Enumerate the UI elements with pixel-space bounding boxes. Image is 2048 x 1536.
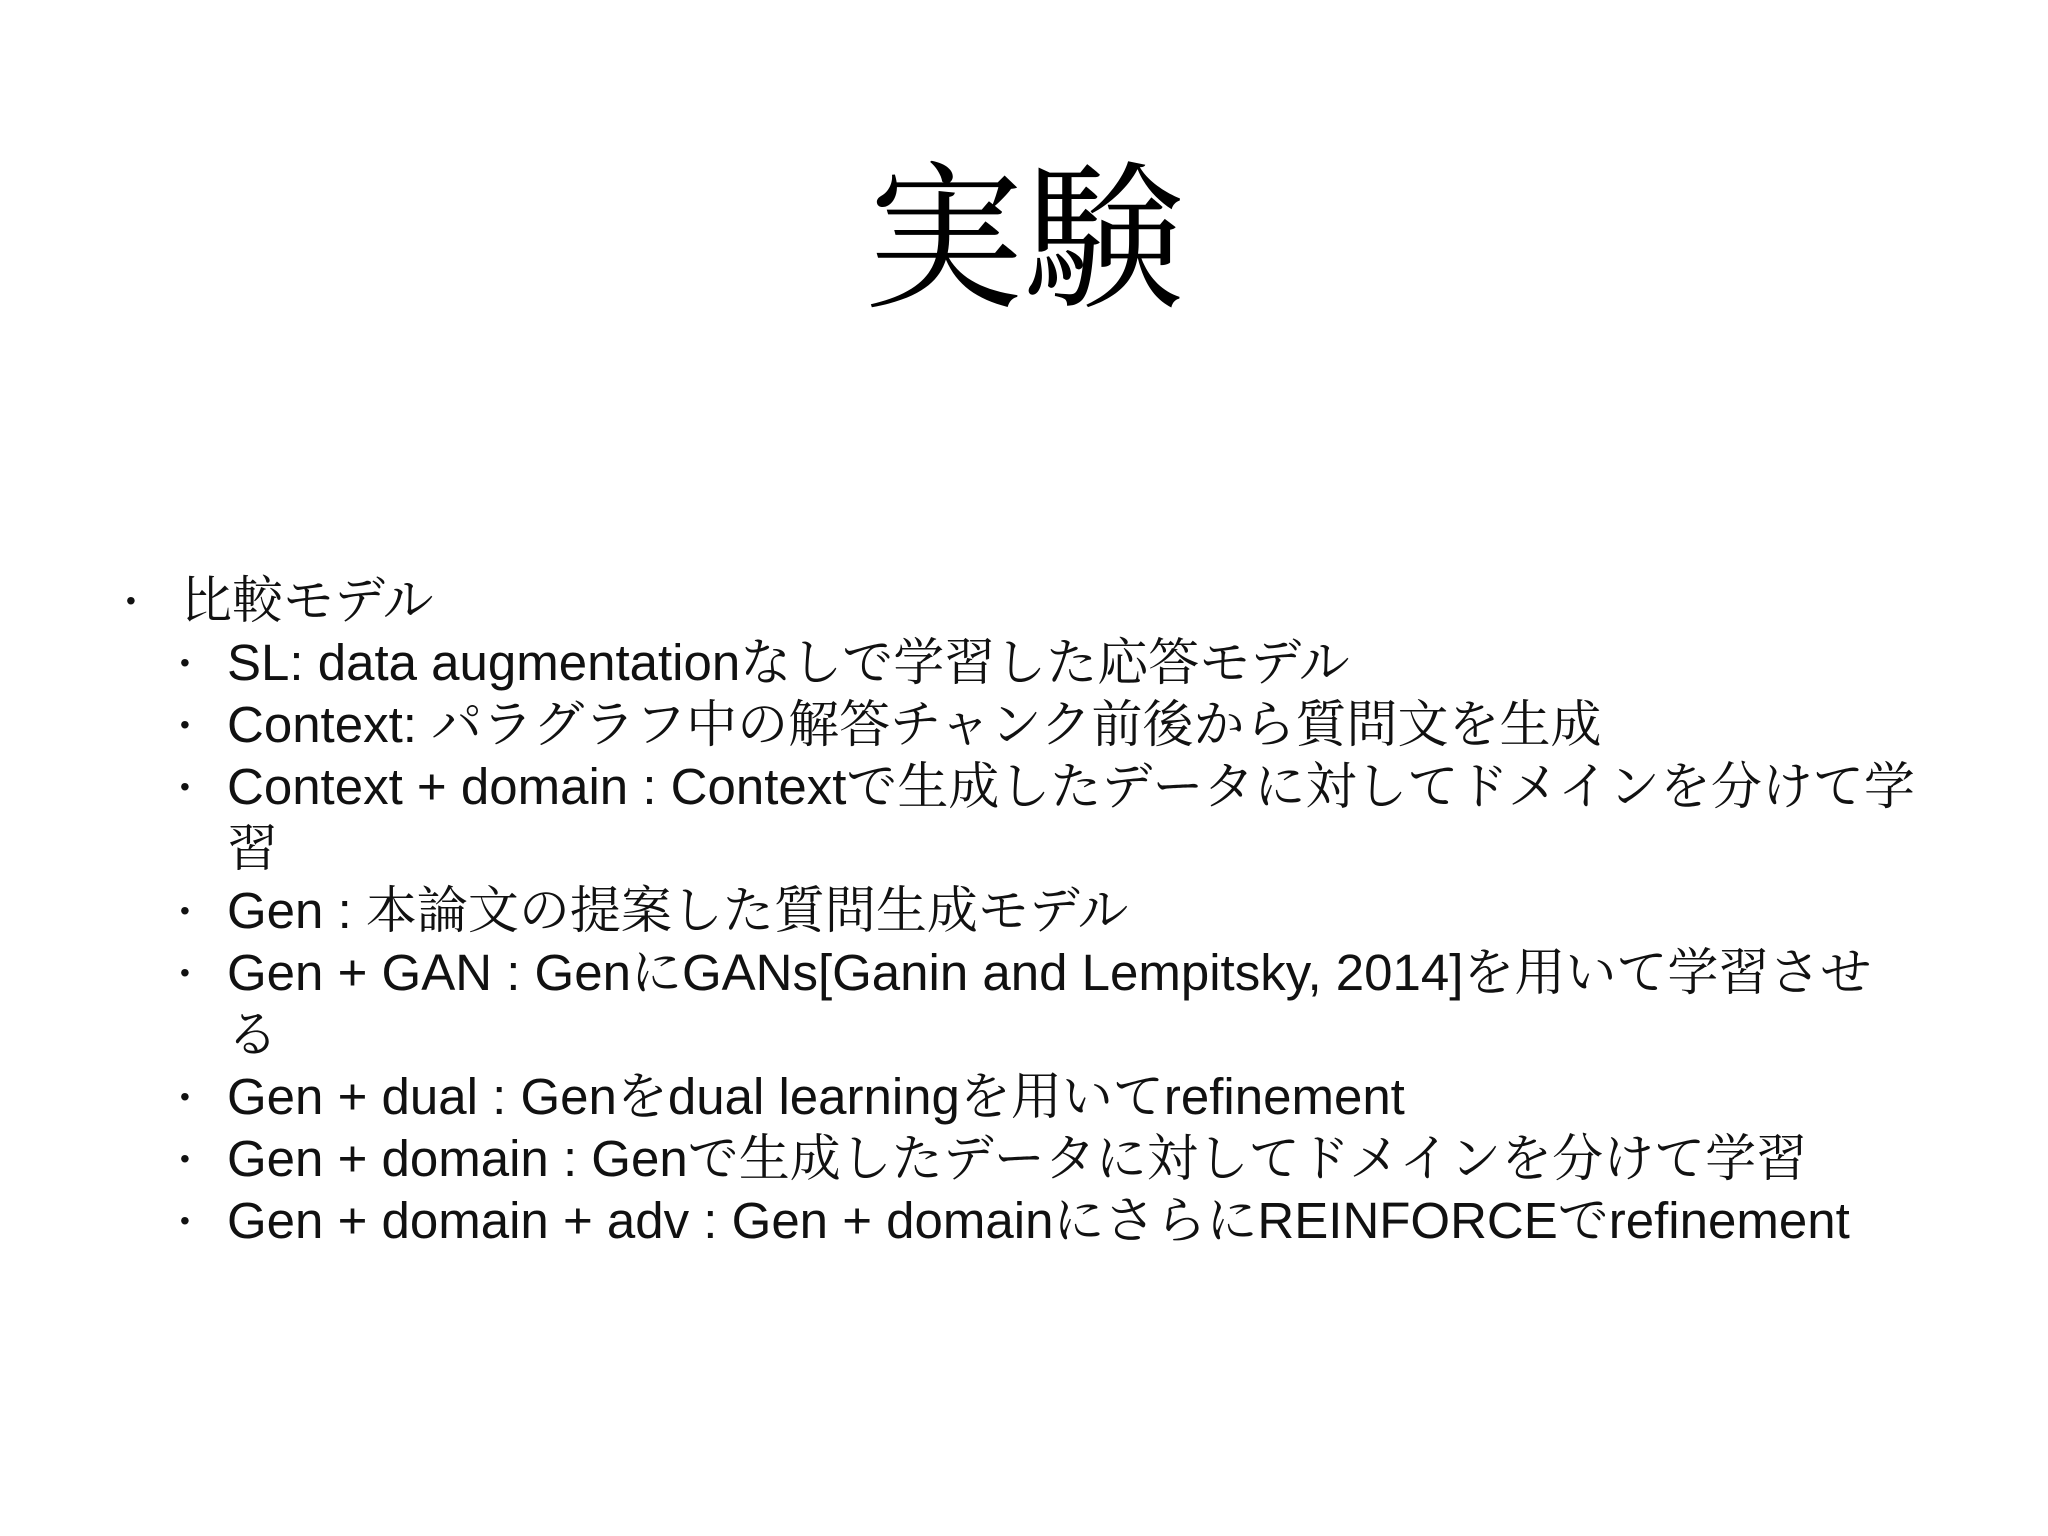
bullet-dot: • xyxy=(180,709,190,740)
slide-content xyxy=(120,570,1920,1252)
sub-list-item-text: Gen + domain : Genで生成したデータに対してドメインを分けて学習 xyxy=(227,1130,1808,1187)
sub-list-item-text: Context + domain : Contextで生成したデータに対してドメインを分けて学習 xyxy=(227,758,1915,877)
sub-list-item-text: Context: パラグラフ中の解答チャンク前後から質問文を生成 xyxy=(227,696,1602,753)
sub-list-item xyxy=(120,694,1920,756)
slide-title: 実験 xyxy=(863,150,1184,329)
bullet-dot: • xyxy=(180,647,190,678)
sub-list-item xyxy=(120,942,1920,1066)
sub-list-item-text: SL: data augmentationなしで学習した応答モデル xyxy=(227,634,1350,691)
bullet-dot: • xyxy=(180,1143,190,1174)
sub-list-item xyxy=(120,1128,1920,1190)
sub-list-item-text: Gen + dual : Genをdual learningを用いてrefinement xyxy=(227,1068,1405,1125)
bullet-list xyxy=(120,570,1920,1252)
bullet-dot: • xyxy=(180,957,190,988)
sub-list-item xyxy=(120,1190,1920,1252)
sub-list-item-text: Gen + GAN : GenにGANs[Ganin and Lempitsky, 2014]を用いて学習させる xyxy=(227,944,1872,1063)
bullet-dot: • xyxy=(126,585,136,616)
bullet-dot: • xyxy=(180,895,190,926)
sub-list-item-text: Gen : 本論文の提案した質問生成モデル xyxy=(227,882,1129,939)
sub-list-item xyxy=(120,1066,1920,1128)
sub-list-item-text: Gen + domain + adv : Gen + domainにさらにREINFORCEでrefinement xyxy=(227,1192,1850,1249)
list-item xyxy=(120,570,1920,1252)
bullet-dot: • xyxy=(180,1205,190,1236)
bullet-dot: • xyxy=(180,1081,190,1112)
sub-list-item xyxy=(120,880,1920,942)
list-item-text: 比較モデル xyxy=(181,572,434,629)
sub-bullet-list xyxy=(181,632,1920,1252)
bullet-dot: • xyxy=(180,771,190,802)
sub-list-item xyxy=(120,756,1920,880)
sub-list-item xyxy=(120,632,1920,694)
